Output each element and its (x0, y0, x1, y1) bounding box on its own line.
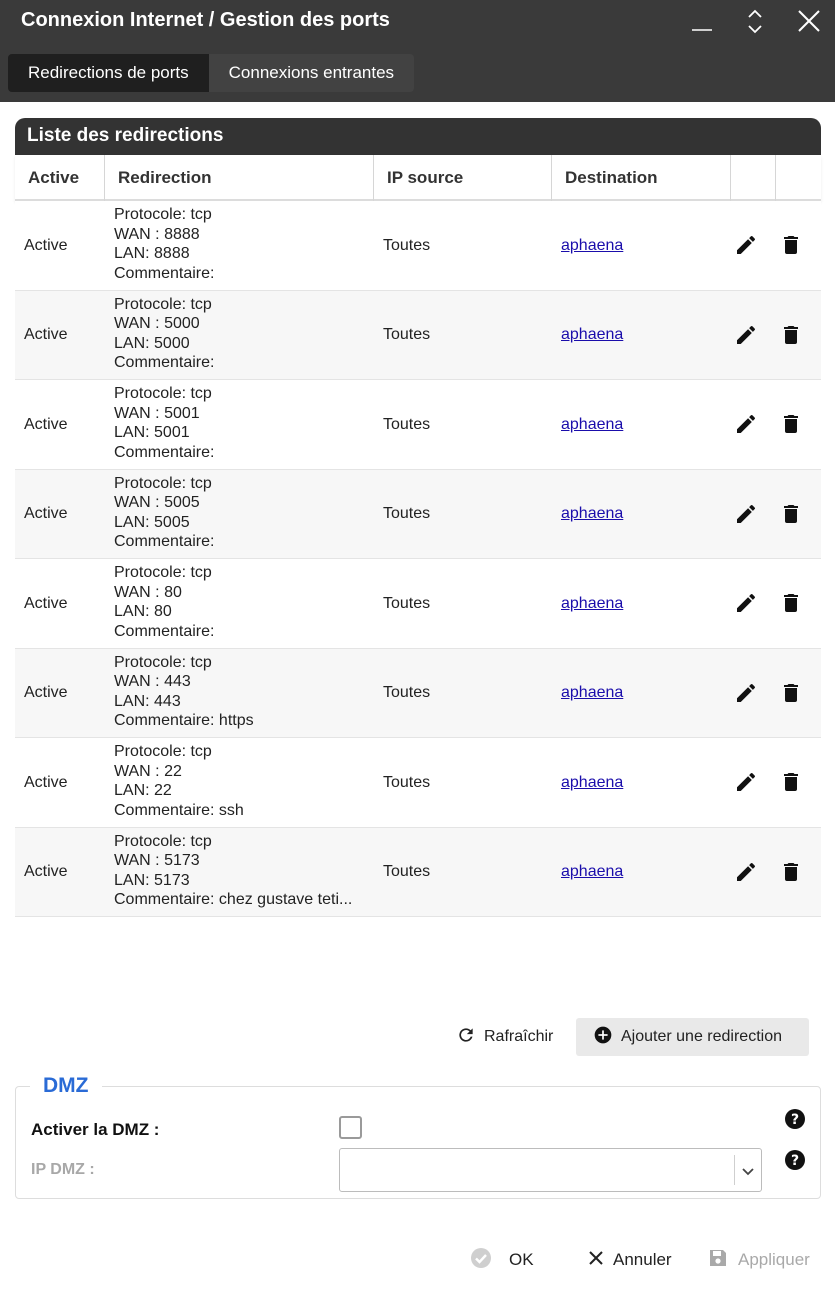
svg-text:?: ? (790, 1112, 800, 1128)
trash-icon[interactable] (779, 502, 803, 526)
wan-value: 5000 (164, 315, 200, 333)
protocol-label: Protocole: (114, 653, 191, 671)
row-redirection-details (114, 205, 369, 283)
row-comment-line (114, 264, 369, 284)
row-comment-line (114, 801, 369, 821)
comment-label: Commentaire: (114, 891, 219, 909)
wan-value: 80 (164, 583, 182, 601)
protocol-label: Protocole: (114, 564, 191, 581)
wan-value: 5173 (164, 852, 200, 870)
edit-icon[interactable] (734, 502, 758, 526)
row-protocol-line (114, 474, 369, 494)
row-lan-line (114, 871, 369, 891)
trash-icon[interactable] (779, 681, 803, 705)
wan-label: WAN : (114, 852, 165, 870)
destination-link[interactable]: aphaena (561, 505, 624, 522)
comment-label: Commentaire: (114, 443, 215, 461)
select-divider (734, 1155, 735, 1185)
wan-label: WAN : (114, 225, 165, 243)
lan-value: 5001 (154, 424, 190, 442)
refresh-icon (456, 1025, 476, 1050)
row-redirection-details (114, 474, 369, 552)
row-wan-line (114, 583, 369, 603)
row-lan-line (114, 423, 369, 443)
comment-label: Commentaire: (114, 712, 219, 730)
row-destination (561, 649, 623, 738)
lan-label: LAN: (114, 692, 155, 710)
row-protocol-line (114, 563, 369, 583)
tab-connexions-entrantes[interactable]: Connexions entrantes (209, 54, 414, 92)
destination-link[interactable]: aphaena (561, 594, 624, 612)
protocol-value: tcp (190, 653, 212, 671)
svg-text:?: ? (790, 1153, 800, 1169)
row-active-status: Active (24, 326, 68, 343)
row-wan-line (114, 672, 369, 692)
protocol-label: Protocole: (114, 385, 191, 402)
trash-icon[interactable] (779, 412, 803, 436)
comment-label: Commentaire: (114, 264, 215, 282)
wan-label: WAN : (114, 673, 165, 691)
add-redirection-button[interactable] (576, 1018, 809, 1056)
row-destination (561, 380, 623, 469)
row-protocol-line (114, 832, 369, 852)
row-wan-line (114, 225, 369, 245)
apply-button[interactable] (708, 1245, 810, 1275)
protocol-label: Protocole: (114, 743, 191, 760)
lan-label: LAN: (114, 245, 155, 263)
lan-value: 5005 (154, 513, 190, 531)
comment-label: Commentaire: (114, 533, 215, 551)
row-comment-line (114, 711, 369, 731)
lan-label: LAN: (114, 334, 155, 352)
check-circle-icon (470, 1247, 492, 1274)
row-ip-source: Toutes (383, 505, 431, 522)
table-row[interactable] (15, 380, 821, 470)
lan-value: 22 (154, 782, 172, 800)
row-destination (561, 559, 623, 648)
row-comment-line (114, 890, 369, 910)
row-redirection-details (114, 832, 369, 910)
row-lan-line (114, 513, 369, 533)
row-ip-source: Toutes (383, 415, 431, 433)
close-icon[interactable] (792, 6, 826, 38)
save-icon (708, 1248, 728, 1273)
tab-bar (8, 54, 414, 92)
row-comment-line (114, 622, 369, 642)
row-destination (561, 738, 623, 827)
panel-title: Liste des redirections (27, 125, 224, 146)
edit-icon[interactable] (734, 681, 758, 705)
protocol-label: Protocole: (114, 295, 191, 313)
row-comment-line (114, 443, 369, 463)
comment-label: Commentaire: (114, 801, 219, 819)
row-wan-line (114, 851, 369, 871)
row-wan-line (114, 493, 369, 513)
edit-icon[interactable] (734, 412, 758, 436)
chevron-down-icon (740, 1163, 756, 1179)
row-redirection-details (114, 295, 369, 373)
edit-icon[interactable] (734, 860, 758, 884)
row-wan-line (114, 404, 369, 424)
protocol-value: tcp (190, 295, 212, 313)
row-protocol-line (114, 205, 369, 225)
column-header-edit (731, 155, 776, 201)
protocol-value: tcp (190, 385, 212, 402)
refresh-button[interactable] (447, 1018, 562, 1056)
comment-value: ssh (218, 801, 244, 819)
protocol-value: tcp (190, 474, 212, 492)
row-protocol-line (114, 384, 369, 404)
wan-value: 443 (164, 673, 191, 691)
wan-value: 22 (164, 762, 182, 780)
column-header-ip-source[interactable]: IP source (374, 155, 552, 201)
table-row[interactable] (15, 649, 821, 739)
table-row[interactable] (15, 828, 821, 918)
add-redirection-label: Ajouter une redirection (621, 1028, 782, 1045)
lan-value: 80 (154, 603, 172, 621)
comment-label: Commentaire: (114, 622, 215, 640)
lan-value: 5000 (154, 334, 190, 352)
table-row[interactable] (15, 738, 821, 828)
row-wan-line (114, 762, 369, 782)
row-destination (561, 470, 623, 559)
destination-link[interactable]: aphaena (561, 863, 624, 880)
row-protocol-line (114, 295, 369, 315)
title-bar (0, 0, 835, 102)
destination-link[interactable]: aphaena (561, 415, 624, 433)
trash-icon[interactable] (779, 591, 803, 615)
row-comment-line (114, 353, 369, 373)
row-redirection-details (114, 563, 369, 641)
cancel-button[interactable] (587, 1245, 672, 1275)
column-header-delete (776, 155, 821, 201)
lan-value: 8888 (154, 245, 190, 263)
dmz-ip-select[interactable] (339, 1148, 762, 1192)
wan-label: WAN : (114, 315, 165, 333)
destination-link[interactable]: aphaena (561, 773, 624, 791)
trash-icon[interactable] (779, 860, 803, 884)
lan-value: 443 (154, 692, 181, 710)
destination-link[interactable]: aphaena (561, 684, 624, 701)
column-header-active[interactable]: Active (15, 155, 105, 201)
trash-icon[interactable] (779, 233, 803, 257)
window-title: Connexion Internet / Gestion des ports (21, 9, 390, 31)
close-icon (587, 1249, 605, 1272)
help-icon[interactable] (784, 1108, 806, 1130)
destination-link[interactable]: aphaena (561, 326, 624, 343)
row-lan-line (114, 602, 369, 622)
lan-label: LAN: (114, 424, 155, 442)
row-active-status: Active (24, 505, 68, 522)
row-lan-line (114, 692, 369, 712)
dmz-ip-label: IP DMZ : (31, 1161, 95, 1178)
tab-redirections-de-ports[interactable]: Redirections de ports (8, 54, 209, 92)
edit-icon[interactable] (734, 591, 758, 615)
dmz-enable-label: Activer la DMZ : (31, 1120, 160, 1139)
row-protocol-line (114, 653, 369, 673)
row-redirection-details (114, 742, 369, 820)
protocol-label: Protocole: (114, 832, 191, 850)
row-wan-line (114, 314, 369, 334)
wan-label: WAN : (114, 494, 165, 512)
column-header-destination[interactable]: Destination (552, 155, 731, 201)
comment-label: Commentaire: (114, 354, 215, 372)
destination-link[interactable]: aphaena (561, 236, 624, 254)
row-ip-source: Toutes (383, 326, 431, 343)
protocol-value: tcp (190, 832, 212, 850)
wan-label: WAN : (114, 583, 165, 601)
row-ip-source: Toutes (383, 773, 431, 791)
dmz-legend: DMZ (30, 1074, 102, 1098)
table-header (15, 155, 821, 201)
add-circle-icon (593, 1025, 613, 1050)
panel-header (15, 118, 821, 155)
protocol-label: Protocole: (114, 474, 191, 492)
help-icon[interactable] (784, 1149, 806, 1171)
table-row[interactable] (15, 291, 821, 381)
edit-icon[interactable] (734, 770, 758, 794)
redirections-table-body (15, 201, 821, 917)
row-lan-line (114, 334, 369, 354)
lan-label: LAN: (114, 513, 155, 531)
row-ip-source: Toutes (383, 863, 431, 880)
row-active-status: Active (24, 684, 68, 701)
lan-label: LAN: (114, 603, 155, 621)
apply-label: Appliquer (738, 1250, 810, 1269)
lan-value: 5173 (154, 871, 190, 889)
protocol-value: tcp (190, 743, 212, 760)
row-active-status: Active (24, 773, 68, 791)
row-redirection-details (114, 384, 369, 462)
row-destination (561, 291, 623, 380)
wan-value: 5005 (164, 494, 200, 512)
row-destination (561, 201, 623, 290)
protocol-value: tcp (190, 564, 212, 581)
refresh-label: Rafraîchir (484, 1028, 554, 1045)
wan-label: WAN : (114, 404, 165, 422)
protocol-value: tcp (190, 206, 212, 223)
row-active-status: Active (24, 415, 68, 433)
row-comment-line (114, 532, 369, 552)
wan-value: 5001 (164, 404, 200, 422)
row-redirection-details (114, 653, 369, 731)
table-row[interactable] (15, 559, 821, 649)
row-lan-line (114, 781, 369, 801)
row-ip-source: Toutes (383, 594, 431, 612)
table-row[interactable] (15, 201, 821, 291)
row-lan-line (114, 244, 369, 264)
lan-label: LAN: (114, 782, 155, 800)
row-active-status: Active (24, 236, 68, 254)
edit-icon[interactable] (734, 233, 758, 257)
row-ip-source: Toutes (383, 236, 431, 254)
lan-label: LAN: (114, 871, 155, 889)
comment-value: chez gustave teti... (218, 891, 353, 909)
protocol-label: Protocole: (114, 206, 191, 223)
dmz-enable-checkbox[interactable] (339, 1116, 362, 1139)
cancel-label: Annuler (613, 1250, 672, 1269)
comment-value: https (218, 712, 254, 730)
row-active-status: Active (24, 594, 68, 612)
row-active-status: Active (24, 863, 68, 880)
edit-icon[interactable] (734, 323, 758, 347)
expand-collapse-icon[interactable] (738, 6, 772, 38)
row-protocol-line (114, 742, 369, 762)
row-ip-source: Toutes (383, 684, 431, 701)
minimize-icon[interactable] (686, 6, 720, 38)
column-header-redirection[interactable]: Redirection (105, 155, 374, 201)
ok-button[interactable] (470, 1245, 534, 1275)
table-row[interactable] (15, 470, 821, 560)
wan-value: 8888 (164, 225, 200, 243)
row-destination (561, 828, 623, 917)
trash-icon[interactable] (779, 770, 803, 794)
wan-label: WAN : (114, 762, 165, 780)
ok-label: OK (509, 1250, 534, 1269)
trash-icon[interactable] (779, 323, 803, 347)
